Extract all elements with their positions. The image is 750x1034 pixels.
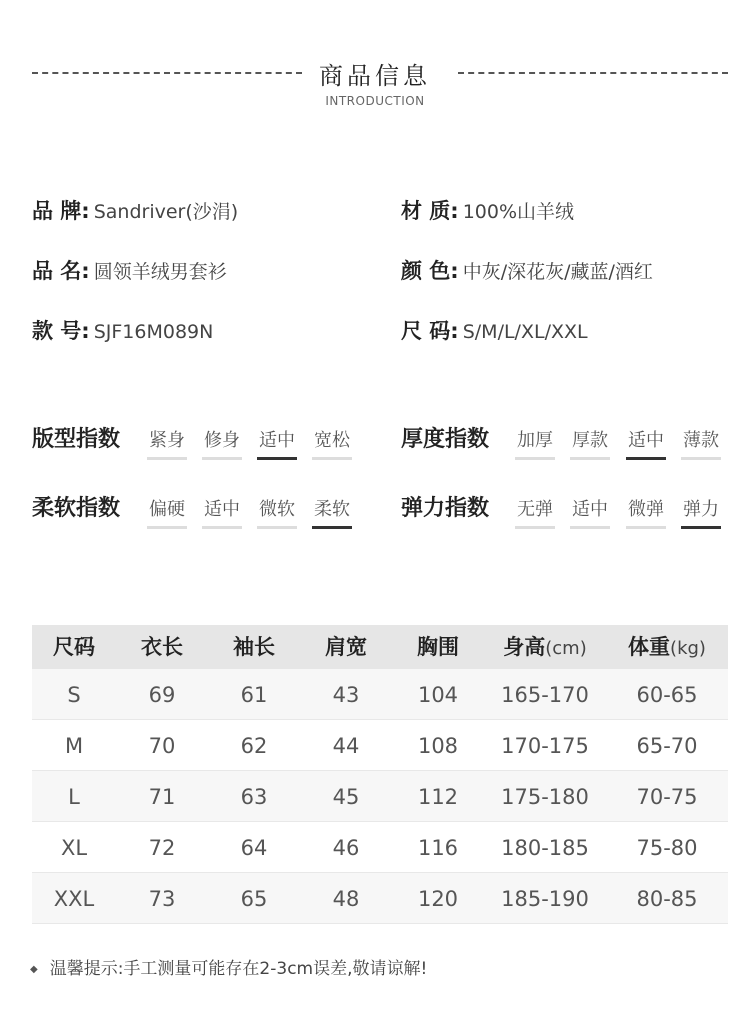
table-cell: 72 — [148, 836, 176, 860]
table-row — [32, 873, 728, 924]
table-row — [32, 771, 728, 822]
name-label: 品 名: — [32, 259, 90, 283]
table-cell: 70-75 — [636, 785, 698, 809]
index-thickness — [401, 422, 741, 462]
table-cell: 64 — [240, 836, 268, 860]
table-cell: 104 — [417, 683, 459, 707]
index-option: 适中 — [202, 495, 242, 529]
index-elasticity — [401, 491, 741, 531]
table-cell: 45 — [332, 785, 360, 809]
index-label: 弹力指数 — [401, 496, 490, 521]
color-label: 颜 色: — [401, 259, 459, 283]
table-cell: 180-185 — [501, 836, 589, 860]
info-style-number — [32, 315, 213, 345]
table-cell: 43 — [332, 683, 360, 707]
index-label: 厚度指数 — [401, 427, 490, 452]
style-label: 款 号: — [32, 319, 90, 343]
info-brand — [32, 195, 238, 225]
table-row — [32, 822, 728, 873]
table-cell: 175-180 — [501, 785, 589, 809]
table-row — [32, 669, 728, 720]
index-option: 微弹 — [626, 495, 666, 529]
info-material — [401, 195, 574, 225]
header-weight: 体重(kg) — [628, 635, 706, 659]
index-option: 薄款 — [681, 426, 721, 460]
table-row — [32, 720, 728, 771]
index-option: 柔软 — [312, 495, 352, 529]
note-text: 温馨提示:手工测量可能存在2-3cm误差,敬请谅解! — [49, 959, 428, 979]
material-value: 100%山羊绒 — [462, 201, 575, 223]
brand-value: Sandriver(沙涓) — [93, 201, 239, 223]
index-option: 无弹 — [515, 495, 555, 529]
size-value: S/M/L/XL/XXL — [462, 321, 588, 343]
index-option: 适中 — [257, 426, 297, 460]
size-label: 尺 码: — [401, 319, 459, 343]
index-option: 紧身 — [147, 426, 187, 460]
info-name — [32, 255, 227, 285]
color-value: 中灰/深花灰/藏蓝/酒红 — [462, 261, 653, 283]
size-table — [32, 625, 728, 924]
table-cell: 70 — [148, 734, 176, 758]
index-option: 微软 — [257, 495, 297, 529]
table-cell: 185-190 — [501, 887, 589, 911]
table-cell: 44 — [332, 734, 360, 758]
table-header — [32, 625, 728, 669]
index-label: 柔软指数 — [32, 496, 121, 521]
index-option: 宽松 — [312, 426, 352, 460]
header-length: 衣长 — [141, 635, 183, 659]
table-cell: 46 — [332, 836, 360, 860]
section-title: 商品信息 — [319, 62, 431, 90]
table-cell: 75-80 — [636, 836, 698, 860]
material-label: 材 质: — [401, 199, 459, 223]
index-label: 版型指数 — [32, 427, 121, 452]
table-cell: 71 — [148, 785, 176, 809]
index-option: 适中 — [570, 495, 610, 529]
table-cell: 60-65 — [636, 683, 698, 707]
measurement-note — [30, 954, 427, 979]
header-height: 身高(cm) — [503, 635, 587, 659]
table-cell: 65-70 — [636, 734, 698, 758]
table-cell: 108 — [417, 734, 459, 758]
table-cell: 69 — [148, 683, 176, 707]
table-cell: S — [67, 683, 81, 707]
table-cell: 62 — [240, 734, 268, 758]
table-cell: 170-175 — [501, 734, 589, 758]
brand-label: 品 牌: — [32, 199, 90, 223]
table-cell: M — [64, 734, 84, 758]
index-softness — [32, 491, 372, 531]
header-shoulder: 肩宽 — [325, 635, 367, 659]
table-cell: 120 — [417, 887, 459, 911]
table-cell: 112 — [417, 785, 459, 809]
index-option: 加厚 — [515, 426, 555, 460]
index-option: 修身 — [202, 426, 242, 460]
section-subtitle: INTRODUCTION — [325, 94, 425, 108]
table-cell: 165-170 — [501, 683, 589, 707]
header-sleeve: 袖长 — [233, 635, 275, 659]
style-value: SJF16M089N — [93, 321, 214, 343]
section-header — [0, 56, 750, 116]
index-option: 厚款 — [570, 426, 610, 460]
table-cell: 65 — [240, 887, 268, 911]
info-size — [401, 315, 588, 345]
index-option: 偏硬 — [147, 495, 187, 529]
table-cell: 80-85 — [636, 887, 698, 911]
index-fit — [32, 422, 372, 462]
table-cell: 116 — [417, 836, 459, 860]
table-cell: 73 — [148, 887, 176, 911]
bullet-icon: ◆ — [30, 963, 38, 975]
name-value: 圆领羊绒男套衫 — [93, 261, 227, 283]
table-cell: 61 — [240, 683, 268, 707]
table-cell: XL — [60, 836, 88, 860]
table-cell: L — [68, 785, 80, 809]
table-cell: 63 — [240, 785, 268, 809]
index-option: 适中 — [626, 426, 666, 460]
info-color — [401, 255, 653, 285]
table-cell: XXL — [53, 887, 95, 911]
header-size: 尺码 — [53, 635, 95, 659]
header-chest: 胸围 — [417, 635, 459, 659]
index-option: 弹力 — [681, 495, 721, 529]
table-cell: 48 — [332, 887, 360, 911]
